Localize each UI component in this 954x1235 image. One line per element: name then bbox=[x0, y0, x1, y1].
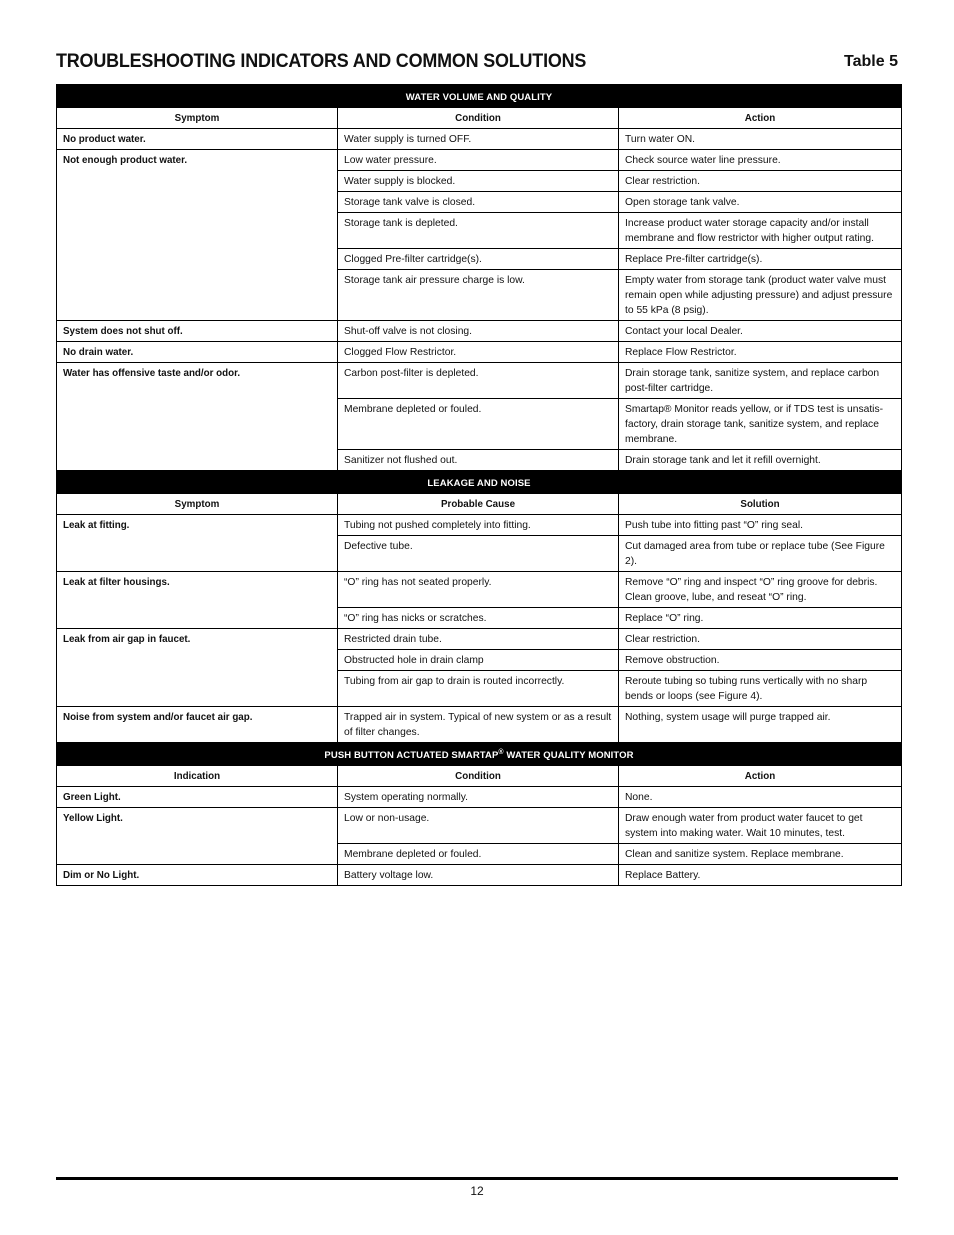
action-cell: Reroute tubing so tubing runs vertically with no sharp bends or loops (see Figure 4). bbox=[619, 671, 902, 707]
table-row bbox=[57, 865, 902, 886]
condition-cell: Low or non-usage. bbox=[338, 808, 619, 844]
condition-cell: System operating normally. bbox=[338, 787, 619, 808]
column-header: Probable Cause bbox=[338, 494, 619, 515]
section-header bbox=[57, 85, 902, 108]
column-header-row bbox=[57, 494, 902, 515]
section-title-tail: WATER QUALITY MONITOR bbox=[503, 750, 634, 762]
section-header bbox=[57, 471, 902, 494]
action-cell: Replace Pre-filter cartridge(s). bbox=[619, 249, 902, 270]
column-header-row bbox=[57, 108, 902, 129]
condition-cell: Membrane depleted or fouled. bbox=[338, 399, 619, 450]
table-row bbox=[57, 808, 902, 844]
table-row bbox=[57, 629, 902, 650]
symptom-cell: No drain water. bbox=[57, 342, 338, 363]
column-header: Indication bbox=[57, 766, 338, 787]
action-cell: Drain storage tank and let it refill overnight. bbox=[619, 450, 902, 471]
table-row bbox=[57, 342, 902, 363]
section-title bbox=[57, 471, 902, 494]
action-cell: Draw enough water from product water faucet to get system into making water. Wait 10 minutes, test. bbox=[619, 808, 902, 844]
symptom-cell: Leak from air gap in faucet. bbox=[57, 629, 338, 707]
action-cell: Clear restriction. bbox=[619, 629, 902, 650]
action-cell: Remove “O” ring and inspect “O” ring groove for debris. Clean groove, lube, and reseat “O” ring. bbox=[619, 572, 902, 608]
symptom-cell: Dim or No Light. bbox=[57, 865, 338, 886]
column-header: Symptom bbox=[57, 108, 338, 129]
condition-cell: Carbon post-filter is depleted. bbox=[338, 363, 619, 399]
symptom-cell: Leak at fitting. bbox=[57, 515, 338, 572]
symptom-cell: Yellow Light. bbox=[57, 808, 338, 865]
condition-cell: “O” ring has nicks or scratches. bbox=[338, 608, 619, 629]
section-title bbox=[57, 85, 902, 108]
condition-cell: Water supply is blocked. bbox=[338, 171, 619, 192]
action-cell: Push tube into fitting past “O” ring seal. bbox=[619, 515, 902, 536]
column-header-row bbox=[57, 766, 902, 787]
action-cell: None. bbox=[619, 787, 902, 808]
action-cell: Cut damaged area from tube or replace tube (See Figure 2). bbox=[619, 536, 902, 572]
column-header: Action bbox=[619, 108, 902, 129]
symptom-cell: Not enough product water. bbox=[57, 150, 338, 321]
column-header: Symptom bbox=[57, 494, 338, 515]
footer-rule bbox=[56, 1177, 898, 1180]
condition-cell: Battery voltage low. bbox=[338, 865, 619, 886]
action-cell: Replace Battery. bbox=[619, 865, 902, 886]
section-title-text: LEAKAGE AND NOISE bbox=[427, 478, 531, 490]
condition-cell: “O” ring has not seated properly. bbox=[338, 572, 619, 608]
section-header bbox=[57, 743, 902, 766]
condition-cell: Tubing from air gap to drain is routed incorrectly. bbox=[338, 671, 619, 707]
action-cell: Empty water from storage tank (product water valve must remain open while adjusting pressure) and adjust pressure to 55 kPa (8 psig). bbox=[619, 270, 902, 321]
page-number: 12 bbox=[470, 1184, 484, 1198]
page-title: TROUBLESHOOTING INDICATORS AND COMMON SOLUTIONS bbox=[56, 50, 587, 72]
condition-cell: Clogged Flow Restrictor. bbox=[338, 342, 619, 363]
troubleshooting-table bbox=[56, 84, 902, 886]
condition-cell: Obstructed hole in drain clamp bbox=[338, 650, 619, 671]
action-cell: Clean and sanitize system. Replace membrane. bbox=[619, 844, 902, 865]
section-title bbox=[57, 743, 902, 766]
action-cell: Clear restriction. bbox=[619, 171, 902, 192]
condition-cell: Shut-off valve is not closing. bbox=[338, 321, 619, 342]
table-row bbox=[57, 787, 902, 808]
column-header: Condition bbox=[338, 108, 619, 129]
symptom-cell: Green Light. bbox=[57, 787, 338, 808]
action-cell: Replace “O” ring. bbox=[619, 608, 902, 629]
condition-cell: Trapped air in system. Typical of new system or as a result of filter changes. bbox=[338, 707, 619, 743]
condition-cell: Water supply is turned OFF. bbox=[338, 129, 619, 150]
action-cell: Nothing, system usage will purge trapped air. bbox=[619, 707, 902, 743]
table-row bbox=[57, 363, 902, 399]
section-title-text: WATER VOLUME AND QUALITY bbox=[405, 92, 553, 104]
table-label: Table 5 bbox=[844, 53, 898, 70]
column-header: Condition bbox=[338, 766, 619, 787]
condition-cell: Defective tube. bbox=[338, 536, 619, 572]
condition-cell: Sanitizer not flushed out. bbox=[338, 450, 619, 471]
symptom-cell: No product water. bbox=[57, 129, 338, 150]
table-row bbox=[57, 515, 902, 536]
action-cell: Increase product water storage capacity and/or install membrane and flow restrictor with higher output rating. bbox=[619, 213, 902, 249]
symptom-cell: Water has offensive taste and/or odor. bbox=[57, 363, 338, 471]
condition-cell: Clogged Pre-filter cartridge(s). bbox=[338, 249, 619, 270]
action-cell: Turn water ON. bbox=[619, 129, 902, 150]
registered-mark: ® bbox=[498, 749, 504, 757]
action-cell: Smartap® Monitor reads yellow, or if TDS test is unsatis-factory, drain storage tank, sanitize system, and replace membrane. bbox=[619, 399, 902, 450]
condition-cell: Restricted drain tube. bbox=[338, 629, 619, 650]
action-cell: Remove obstruction. bbox=[619, 650, 902, 671]
condition-cell: Tubing not pushed completely into fitting. bbox=[338, 515, 619, 536]
table-row bbox=[57, 572, 902, 608]
table-row bbox=[57, 707, 902, 743]
condition-cell: Storage tank is depleted. bbox=[338, 213, 619, 249]
column-header: Action bbox=[619, 766, 902, 787]
condition-cell: Membrane depleted or fouled. bbox=[338, 844, 619, 865]
action-cell: Open storage tank valve. bbox=[619, 192, 902, 213]
action-cell: Replace Flow Restrictor. bbox=[619, 342, 902, 363]
column-header: Solution bbox=[619, 494, 902, 515]
symptom-cell: Noise from system and/or faucet air gap. bbox=[57, 707, 338, 743]
condition-cell: Low water pressure. bbox=[338, 150, 619, 171]
action-cell: Drain storage tank, sanitize system, and replace carbon post-filter cartridge. bbox=[619, 363, 902, 399]
table-row bbox=[57, 129, 902, 150]
condition-cell: Storage tank valve is closed. bbox=[338, 192, 619, 213]
table-row bbox=[57, 321, 902, 342]
table-row bbox=[57, 150, 902, 171]
action-cell: Check source water line pressure. bbox=[619, 150, 902, 171]
section-title-text: PUSH BUTTON ACTUATED SMARTAP bbox=[324, 750, 499, 762]
symptom-cell: Leak at filter housings. bbox=[57, 572, 338, 629]
action-cell: Contact your local Dealer. bbox=[619, 321, 902, 342]
symptom-cell: System does not shut off. bbox=[57, 321, 338, 342]
condition-cell: Storage tank air pressure charge is low. bbox=[338, 270, 619, 321]
